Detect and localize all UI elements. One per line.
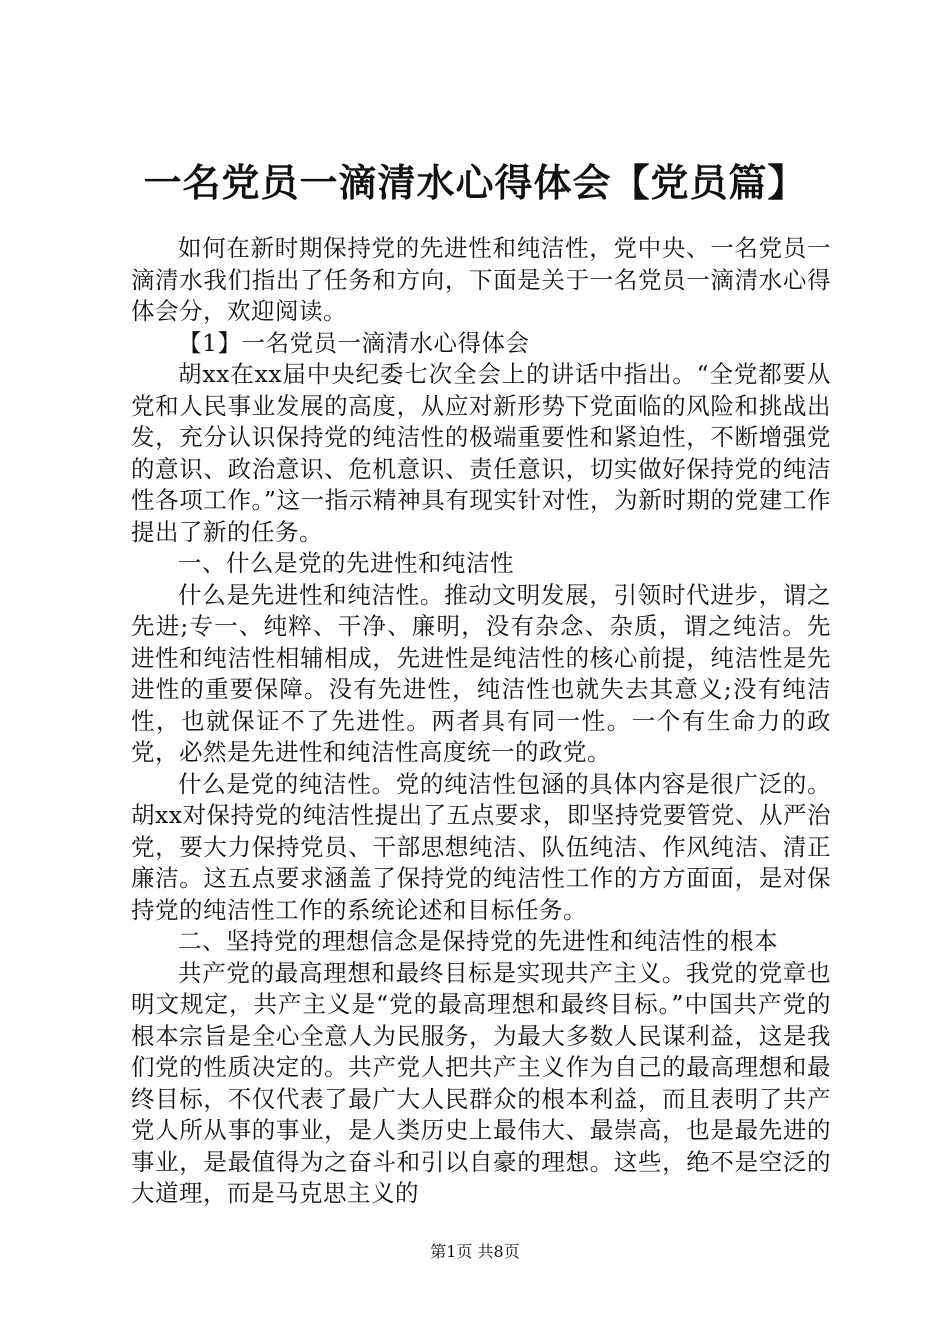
document-body bbox=[131, 233, 831, 1210]
page-number-footer: 第1页 共8页 bbox=[430, 1242, 520, 1261]
paragraph-party-purity: 什么是党的纯洁性。党的纯洁性包涵的具体内容是很广泛的。胡xx对保持党的纯洁性提出了五点要求，即坚持党要管党、从严治党，要大力保持党员、干部思想纯洁、队伍纯洁、作风纯洁、清正廉洁。这五点要求涵盖了保持党的纯洁性工作的方方面面，是对保持党的纯洁性工作的系统论述和目标任务。 bbox=[131, 769, 831, 924]
section-heading-ideals: 二、坚持党的理想信念是保持党的先进性和纯洁性的根本 bbox=[178, 927, 778, 955]
paragraph-communism-ideal: 共产党的最高理想和最终目标是实现共产主义。我党的党章也明文规定，共产主义是“党的最高理想和最终目标。”中国共产党的根本宗旨是全心全意人为民服务，为最大多数人民谋利益，这是我们党的性质决定的。共产党人把共产主义作为自己的最高理想和最终目标，不仅代表了最广大人民群众的根本利益，而且表明了共产党人所从事的事业，是人类历史上最伟大、最崇高，也是最先进的事业，是最值得为之奋斗和引以自豪的理想。这些，绝不是空泛的大道理，而是马克思主义的 bbox=[131, 958, 831, 1207]
section-heading-what-is: 一、什么是党的先进性和纯洁性 bbox=[178, 549, 514, 577]
paragraph-speech-quote: 胡xx在xx届中央纪委七次全会上的讲话中指出。“全党都要从党和人民事业发展的高度，从应对新形势下党面临的风险和挑战出发，充分认识保持党的纯洁性的极端重要性和紧迫性，不断增强党的意识、政治意识、危机意识、责任意识，切实做好保持党的纯洁性各项工作。”这一指示精神具有现实针对性，为新时期的党建工作提出了新的任务。 bbox=[131, 360, 831, 546]
paragraph-intro: 如何在新时期保持党的先进性和纯洁性，党中央、一名党员一滴清水我们指出了任务和方向，下面是关于一名党员一滴清水心得体会分，欢迎阅读。 bbox=[131, 234, 831, 325]
document-title: 一名党员一滴清水心得体会【党员篇】 bbox=[143, 160, 807, 205]
section-heading-1: 【1】一名党员一滴清水心得体会 bbox=[178, 328, 530, 357]
paragraph-advanced-purity: 什么是先进性和纯洁性。推动文明发展，引领时代进步，谓之先进;专一、纯粹、干净、廉明，没有杂念、杂质，谓之纯洁。先进性和纯洁性相辅相成，先进性是纯洁性的核心前提，纯洁性是先进性的重要保障。没有先进性，纯洁性也就失去其意义;没有纯洁性，也就保证不了先进性。两者具有同一性。一个有生命力的政党，必然是先进性和纯洁性高度统一的政党。 bbox=[131, 580, 831, 766]
